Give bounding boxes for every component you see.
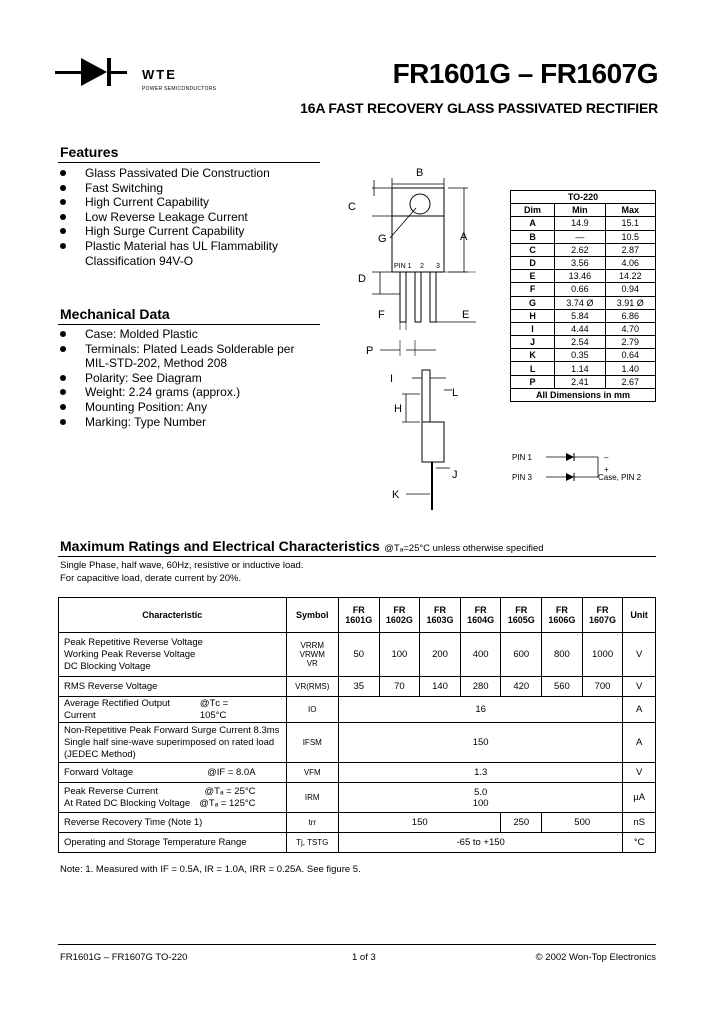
table-cell: DC Blocking Voltage [64,660,151,672]
row-irm [59,783,656,813]
table-cell: 6.86 [605,309,655,322]
table-cell: A [511,217,555,230]
table-cell: 700 [582,677,623,697]
table-cell: Peak Reverse Current [64,785,158,797]
ratings-footnote: Note: 1. Measured with IF = 0.5A, IR = 1.0A, IRR = 0.25A. See figure 5. [60,864,361,875]
dim-label-f: F [378,309,385,321]
row-temp [59,833,656,853]
lead-3 [430,272,436,322]
table-cell: 10.5 [605,230,655,243]
package-tab [392,188,444,216]
feature-item: High Current Capability [58,195,320,210]
row-vrms [59,677,656,697]
dim-label-g: G [378,233,387,245]
ratings-title-row [60,538,544,556]
table-cell: 600 [501,633,542,677]
dim-row [511,296,656,309]
table-cell: 1603G [426,615,454,625]
table-cell: 4.70 [605,322,655,335]
table-cell: H [511,309,555,322]
mechanical-title: Mechanical Data [60,306,170,322]
table-cell: 5.84 [555,309,605,322]
table-cell: 3.56 [555,256,605,269]
table-cell: @IF = 8.0A [207,766,256,778]
table-cell: VR(RMS) [286,677,338,697]
mechanical-item: Marking: Type Number [58,415,308,430]
pin-label-3: 3 [436,263,440,270]
table-cell: 500 [542,813,623,833]
header-part [338,598,379,633]
table-cell: FR [474,605,487,615]
table-cell: — [555,230,605,243]
table-cell: 1605G [507,615,535,625]
table-cell: 250 [501,813,542,833]
dim-row [511,349,656,362]
pin1-label: PIN 1 [512,453,533,462]
table-cell: A [623,723,656,763]
table-cell: G [511,296,555,309]
footer-left: FR1601G – FR1607G TO-220 [60,952,188,963]
dim-header: Max [605,204,655,217]
table-cell: 3.74 Ø [555,296,605,309]
pin-label-1: PIN 1 [394,263,412,270]
table-cell: 1606G [548,615,576,625]
table-cell: 1.14 [555,362,605,375]
table-cell: Forward Voltage [64,766,134,778]
table-cell: 1601G [345,615,373,625]
footer-copyright: © 2002 Won-Top Electronics [535,952,656,963]
table-cell: F [511,283,555,296]
feature-item: Glass Passivated Die Construction [58,166,320,181]
wte-logo [55,52,135,94]
dim-footer: All Dimensions in mm [511,388,656,401]
table-cell: B [511,230,555,243]
ratings-header-row [59,598,656,633]
table-cell: 35 [338,677,379,697]
table-cell: 2.67 [605,375,655,388]
dim-row [511,362,656,375]
diode-1-icon [566,453,574,461]
table-cell: 400 [460,633,501,677]
table-cell: At Rated DC Blocking Voltage [64,797,191,809]
dim-row [511,256,656,269]
header-part [582,598,623,633]
table-cell: Tj, TSTG [286,833,338,853]
ratings-title: Maximum Ratings and Electrical Characteristics [60,538,380,554]
dim-label-d: D [358,273,366,285]
table-cell: 100 [379,633,420,677]
table-cell: 2.62 [555,243,605,256]
table-cell: -65 to +150 [338,833,622,853]
table-cell: IRM [286,783,338,813]
table-cell: 2.87 [605,243,655,256]
table-cell: FR [434,605,447,615]
mechanical-item: Mounting Position: Any [58,400,308,415]
table-cell: 4.44 [555,322,605,335]
table-cell: Peak Repetitive Reverse Voltage [64,636,203,648]
table-cell: FR [393,605,406,615]
dimensions-table [510,190,656,402]
pin-minus: – [604,453,609,462]
dim-label-k: K [392,489,400,501]
table-cell: 14.22 [605,270,655,283]
pin-plus: + [604,465,609,474]
row-vrrm [59,633,656,677]
table-cell: 0.66 [555,283,605,296]
table-cell: V [623,763,656,783]
table-cell: VR [306,659,318,668]
table-cell: @Tᴄ = 105°C [199,697,229,721]
table-cell: µA [623,783,656,813]
dim-header: Dim [511,204,555,217]
row-ifsm [59,723,656,763]
row-trr [59,813,656,833]
table-cell: 0.35 [555,349,605,362]
table-cell: J [511,336,555,349]
table-cell: 200 [420,633,461,677]
dim-label-j: J [452,469,458,481]
mechanical-item: Weight: 2.24 grams (approx.) [58,385,308,400]
logo-text: WTE [142,67,177,82]
table-cell: Single half sine-wave superimposed on rated load [64,736,275,748]
table-cell: 560 [542,677,583,697]
table-cell: 150 [338,813,501,833]
table-cell: E [511,270,555,283]
table-cell: 2.79 [605,336,655,349]
table-cell: VRRM [300,641,325,650]
logo-subtext: POWER SEMICONDUCTORS [142,86,217,92]
table-cell: 420 [501,677,542,697]
feature-item: Low Reverse Leakage Current [58,210,320,225]
diode-2-icon [566,473,574,481]
table-cell: IFSM [286,723,338,763]
table-cell: Working Peak Reverse Voltage [64,648,196,660]
table-cell: K [511,349,555,362]
dim-label-a: A [460,231,468,243]
mechanical-list [58,327,308,429]
header-part [420,598,461,633]
package-outline-drawing [340,160,510,520]
pin-label-2: 2 [420,263,424,270]
dim-label-h: H [394,403,402,415]
table-cell: (JEDEC Method) [64,748,136,760]
table-cell: 1607G [589,615,617,625]
header-part [379,598,420,633]
dim-row [511,217,656,230]
mechanical-item: Case: Molded Plastic [58,327,308,342]
dim-row [511,270,656,283]
table-cell: FR [515,605,528,615]
pin-diagram [508,446,658,492]
table-cell: 800 [542,633,583,677]
table-cell: 70 [379,677,420,697]
side-tab [422,370,430,422]
table-cell: 0.94 [605,283,655,296]
table-cell: L [511,362,555,375]
ratings-note-2: For capacitive load, derate current by 20%. [60,573,242,584]
feature-item: Fast Switching [58,181,320,196]
table-cell: FR [352,605,365,615]
table-cell: P [511,375,555,388]
dim-row [511,230,656,243]
header-characteristic: Characteristic [59,598,287,633]
table-cell: 140 [420,677,461,697]
ratings-rule [58,556,656,557]
features-list [58,166,320,268]
lead-1 [400,272,406,322]
table-cell: 0.64 [605,349,655,362]
table-cell: 5.0 [474,786,488,798]
table-cell: I [511,322,555,335]
lead-2 [415,272,421,322]
table-cell: 1.3 [338,763,622,783]
dim-row [511,309,656,322]
table-cell: 100 [472,797,489,809]
table-cell: 4.06 [605,256,655,269]
table-cell: A [623,697,656,723]
table-cell: Non-Repetitive Peak Forward Surge Current 8.3ms [64,724,280,736]
table-cell: 1602G [385,615,413,625]
footer-rule [58,944,656,945]
header-part [460,598,501,633]
header-part [501,598,542,633]
table-cell: V [623,633,656,677]
case-pin2-label: Case, PIN 2 [598,473,642,482]
subtitle: 16A FAST RECOVERY GLASS PASSIVATED RECTIFIER [300,100,658,116]
table-cell: 3.91 Ø [605,296,655,309]
table-cell: C [511,243,555,256]
table-cell: @Tₐ = 125°C [199,797,256,809]
table-cell: 1.40 [605,362,655,375]
feature-item: High Surge Current Capability [58,224,320,239]
mechanical-item: Polarity: See Diagram [58,371,308,386]
header-symbol: Symbol [286,598,338,633]
table-cell: 2.54 [555,336,605,349]
table-cell: 50 [338,633,379,677]
table-cell: Operating and Storage Temperature Range [59,833,287,853]
table-cell: 150 [338,723,622,763]
table-cell: @Tₐ = 25°C [204,785,256,797]
table-cell: 1000 [582,633,623,677]
table-cell: FR [555,605,568,615]
table-cell: 14.9 [555,217,605,230]
table-cell: 15.1 [605,217,655,230]
table-cell: °C [623,833,656,853]
dim-label-p: P [366,345,374,357]
dim-row [511,336,656,349]
part-title: FR1601G – FR1607G [392,58,658,89]
table-cell: VFM [286,763,338,783]
dim-label-i: I [390,373,394,385]
table-cell: V [623,677,656,697]
row-io [59,697,656,723]
ratings-condition: @Tₐ=25°C unless otherwise specified [384,543,544,554]
dim-label-l: L [452,387,459,399]
side-body [422,422,444,462]
table-cell: Average Rectified Output Current [64,697,170,721]
header-part [542,598,583,633]
pin3-label: PIN 3 [512,473,533,482]
table-cell: D [511,256,555,269]
row-vfm [59,763,656,783]
dim-label-b: B [416,167,424,179]
table-cell: 13.46 [555,270,605,283]
table-cell: trr [286,813,338,833]
mechanical-rule [58,324,320,325]
dim-row [511,375,656,388]
mechanical-item: Terminals: Plated Leads Solderable per MIL-STD-202, Method 208 [58,342,295,371]
dim-label-e: E [462,309,470,321]
header-unit: Unit [623,598,656,633]
table-cell: IO [286,697,338,723]
dim-row [511,322,656,335]
feature-item: Plastic Material has UL Flammability Classification 94V-O [58,239,290,268]
features-title: Features [60,144,119,160]
footer-page: 1 of 3 [352,952,376,963]
table-cell: RMS Reverse Voltage [59,677,287,697]
dim-row [511,283,656,296]
dim-header: Min [555,204,605,217]
dim-row [511,243,656,256]
table-cell: nS [623,813,656,833]
table-cell: VRWM [299,650,325,659]
table-cell: 280 [460,677,501,697]
table-cell: 16 [338,697,622,723]
features-rule [58,162,320,163]
ratings-table [58,597,656,853]
table-cell: 2.41 [555,375,605,388]
dim-label-c: C [348,201,356,213]
table-cell: 1604G [467,615,495,625]
dim-package-name: TO-220 [511,191,656,204]
ratings-note-1: Single Phase, half wave, 60Hz, resistive or inductive load. [60,560,304,571]
table-cell: FR [596,605,609,615]
table-cell: Reverse Recovery Time (Note 1) [59,813,287,833]
